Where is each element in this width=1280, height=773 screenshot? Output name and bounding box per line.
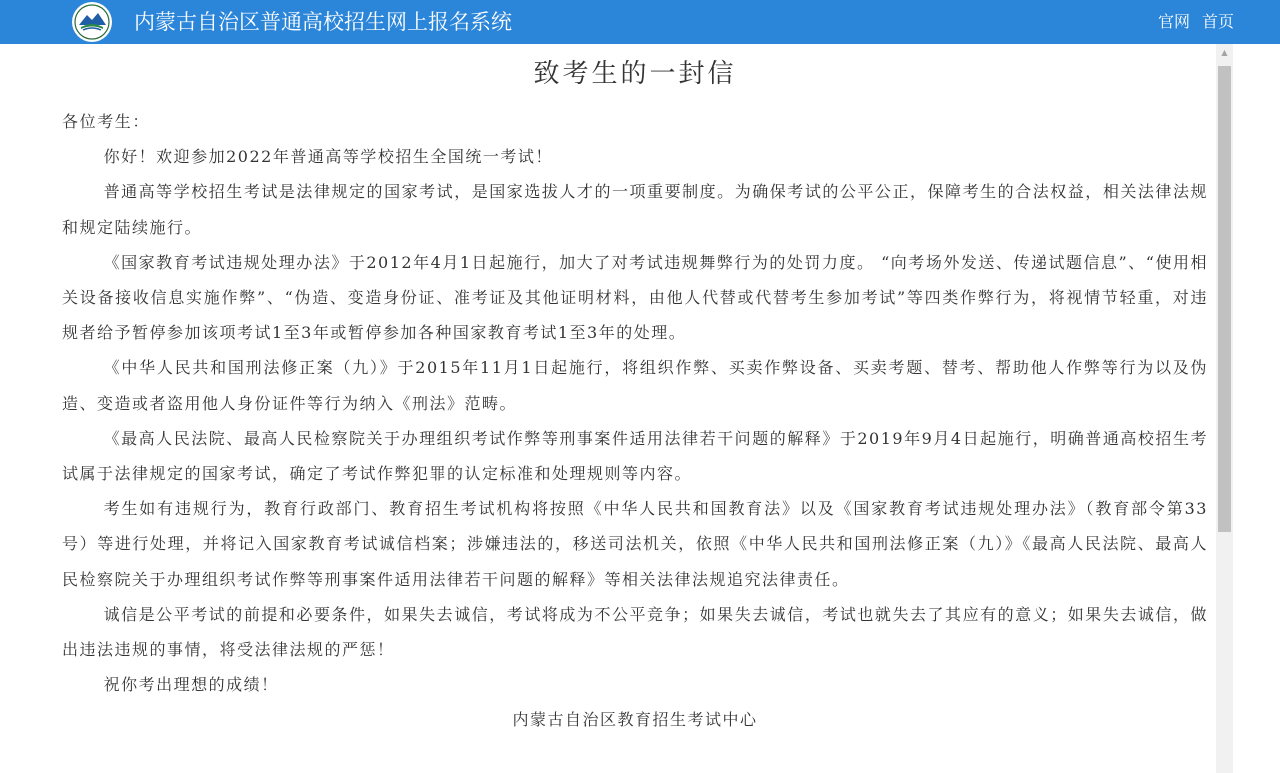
letter-title: 致考生的一封信 <box>533 59 737 89</box>
letter-paragraph: 《中华人民共和国刑法修正案（九）》于2015年11月1日起施行，将组织作弊、买卖作弊设备、买卖考题、替考、帮助他人作弊等行为以及伪造、变造或者盗用他人身份证件等行为纳入《刑法》范畴。 <box>62 358 1208 413</box>
letter-paragraph: 《最高人民法院、最高人民检察院关于办理组织考试作弊等刑事案件适用法律若干问题的解释》于2019年9月4日起施行，明确普通高校招生考试属于法律规定的国家考试，确定了考试作弊犯罪的认定标准和处理规则等内容。 <box>62 428 1208 484</box>
top-navbar <box>0 0 1280 44</box>
nav-official-site-link[interactable]: 官网 <box>1158 12 1191 31</box>
letter-content <box>62 44 1208 773</box>
letter-paragraph: 祝你考出理想的成绩！ <box>103 675 279 695</box>
letter-salutation: 各位考生： <box>62 112 151 131</box>
letter-paragraph: 普通高等学校招生考试是法律规定的国家考试，是国家选拔人才的一项重要制度。为确保考试的公平公正，保障考生的合法权益，相关法律法规和规定陆续施行。 <box>62 182 1208 237</box>
letter-paragraph: 诚信是公平考试的前提和必要条件，如果失去诚信，考试将成为不公平竞争；如果失去诚信，考试也就失去了其应有的意义；如果失去诚信，做出违法违规的事情，将受法律法规的严惩！ <box>62 604 1208 660</box>
site-title: 内蒙古自治区普通高校招生网上报名系统 <box>134 10 512 34</box>
exam-institute-logo-icon[interactable] <box>69 1 115 43</box>
letter-paragraph: 《国家教育考试违规处理办法》于2012年4月1日起施行，加大了对考试违规舞弊行为的处罚力度。 “向考场外发送、传递试题信息”、“使用相关设备接收信息实施作弊”、“伪造、变造身份证、准考证及其他证明材料，由他人代替或代替考生参加考试”等四类作弊行为，将视情节轻重，对违规者给予暂停参加该项考试1至3年或暂停参加各种国家教育考试1至3年的处理。 <box>62 252 1208 343</box>
letter-paragraph: 考生如有违规行为，教育行政部门、教育招生考试机构将按照《中华人民共和国教育法》以及《国家教育考试违规处理办法》（教育部令第33号）等进行处理，并将记入国家教育考试诚信档案；涉嫌违法的，移送司法机关，依照《中华人民共和国刑法修正案（九）》《最高人民法院、最高人民检察院关于办理组织考试作弊等刑事案件适用法律若干问题的解释》等相关法律法规追究法律责任。 <box>62 499 1208 589</box>
letter-signature: 内蒙古自治区教育招生考试中心 <box>512 710 758 730</box>
letter-paragraph: 你好！欢迎参加2022年普通高等学校招生全国统一考试！ <box>103 147 553 167</box>
nav-home-link[interactable]: 首页 <box>1202 12 1235 31</box>
scroll-up-arrow-icon[interactable]: ▲ <box>1221 48 1228 57</box>
scrollbar-thumb[interactable] <box>1218 66 1231 532</box>
vertical-scrollbar[interactable] <box>1216 44 1233 773</box>
